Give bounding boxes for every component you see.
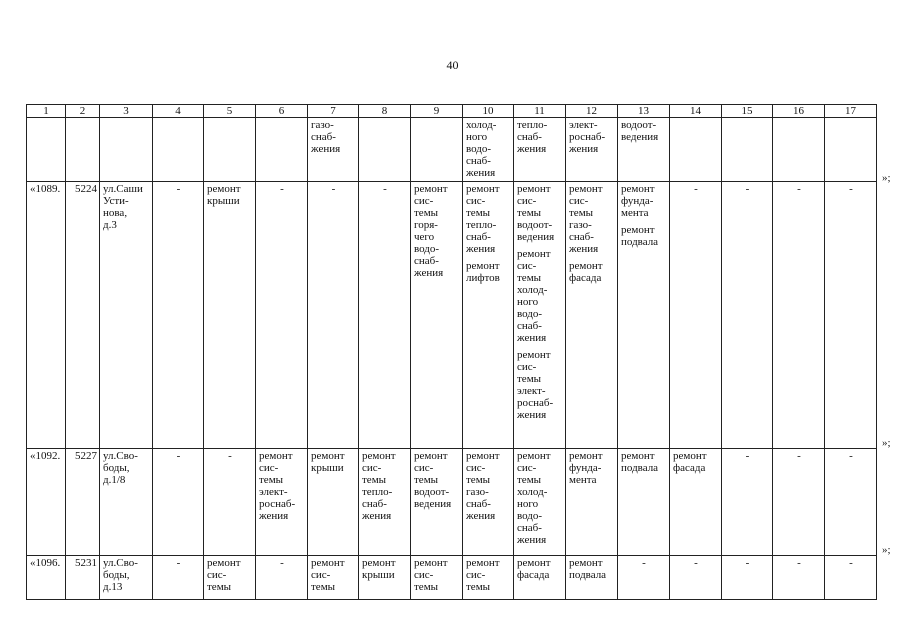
cell-text-line: ремонт [466, 557, 500, 569]
row-end-quote: »; [882, 172, 891, 184]
table-cell [256, 556, 308, 600]
empty-dash: - [745, 183, 750, 195]
cell-text-line: газо- [466, 486, 489, 498]
column-number-cell: 16 [773, 105, 825, 118]
cell-text-line: роснаб- [517, 397, 554, 409]
table-cell [153, 118, 204, 182]
empty-dash: - [797, 557, 801, 569]
cell-text-line: тепло- [362, 486, 393, 498]
table-cell [773, 182, 825, 449]
cell-text-line: ремонт [207, 183, 241, 195]
column-number-cell: 17 [825, 105, 877, 118]
cell-text-line: ведения [621, 131, 659, 143]
empty-dash: - [176, 450, 181, 462]
table-cell [773, 118, 825, 182]
cell-text-line: ремонт [414, 183, 448, 195]
cell-text-line: ремонт [621, 183, 655, 195]
table-cell [153, 449, 204, 556]
cell-text-line: жения [259, 510, 289, 522]
cell-text-line: элект- [517, 385, 546, 397]
table-cell [825, 182, 877, 449]
cell-text-line: сис- [311, 569, 331, 581]
table-cell [722, 182, 773, 449]
table-cell [100, 118, 153, 182]
cell-text-line: боды, [103, 462, 130, 474]
cell-text-line: элект- [569, 119, 598, 131]
column-number-cell: 13 [618, 105, 670, 118]
table-cell [618, 449, 670, 556]
cell-text-line: темы [414, 474, 439, 486]
cell-text-line: боды, [103, 569, 130, 581]
cell-text-line: сис- [414, 462, 434, 474]
table-cell [618, 556, 670, 600]
cell-text-line: 5227 [75, 450, 97, 462]
table-cell [66, 118, 100, 182]
empty-dash: - [849, 557, 853, 569]
cell-text-line: темы [466, 474, 491, 486]
cell-text-line: сис- [414, 195, 434, 207]
table-cell [411, 449, 463, 556]
column-number-cell: 9 [411, 105, 463, 118]
cell-text-line: «1096. [30, 557, 61, 569]
cell-text-line: темы [517, 272, 542, 284]
empty-dash: - [694, 183, 698, 195]
row-end-quote: »; [882, 544, 891, 556]
cell-text-line: газо- [311, 119, 334, 131]
repair-schedule-table [26, 104, 877, 600]
table-cell [27, 118, 66, 182]
empty-dash: - [745, 450, 750, 462]
cell-text-line: темы [207, 581, 232, 593]
row-end-quote: »; [882, 437, 891, 449]
cell-text-line: ремонт [414, 557, 448, 569]
cell-text-line: жения [517, 332, 547, 344]
cell-text-line: сис- [414, 569, 434, 581]
cell-text-line: жения [466, 510, 496, 522]
table-cell [618, 118, 670, 182]
table-cell [566, 182, 618, 449]
table-cell [463, 556, 514, 600]
cell-text-line: фасада [673, 462, 706, 474]
table-cell [359, 449, 411, 556]
column-number-cell: 7 [308, 105, 359, 118]
table-row [27, 118, 877, 182]
table-cell [670, 182, 722, 449]
cell-text-line: фасада [517, 569, 550, 581]
cell-text-line: темы [517, 373, 542, 385]
cell-text-line: ремонт [517, 557, 551, 569]
cell-text-line: роснаб- [569, 131, 606, 143]
column-number-cell: 15 [722, 105, 773, 118]
cell-text-line: сис- [517, 260, 537, 272]
empty-dash: - [280, 183, 284, 195]
cell-text-line: темы [414, 207, 439, 219]
column-number-cell: 5 [204, 105, 256, 118]
empty-dash: - [176, 183, 181, 195]
table-cell [514, 556, 566, 600]
cell-text-line: ного [517, 296, 539, 308]
table-cell [153, 556, 204, 600]
empty-dash: - [745, 557, 750, 569]
empty-dash: - [280, 557, 284, 569]
cell-text-line: жения [311, 143, 341, 155]
cell-text-line: ного [466, 131, 488, 143]
cell-text-line: ного [517, 498, 539, 510]
table-cell [773, 449, 825, 556]
table-cell [722, 449, 773, 556]
table-cell [359, 182, 411, 449]
table-cell [773, 556, 825, 600]
table-cell [566, 118, 618, 182]
cell-text-line: подвала [621, 236, 659, 248]
cell-text-line: Усти- [103, 195, 129, 207]
cell-text-line: «1092. [30, 450, 61, 462]
table-cell [722, 118, 773, 182]
table-cell [514, 449, 566, 556]
cell-text-line: сис- [466, 195, 486, 207]
cell-text-line: газо- [569, 219, 592, 231]
cell-text-line: ремонт [466, 183, 500, 195]
empty-dash: - [642, 557, 646, 569]
cell-text-line: холод- [466, 119, 497, 131]
cell-text-line: ремонт [466, 450, 500, 462]
cell-text-line: водо- [517, 510, 543, 522]
cell-text-line: жения [517, 409, 547, 421]
cell-text-line: жения [569, 143, 599, 155]
cell-text-line: темы [311, 581, 336, 593]
cell-text-line: сис- [569, 195, 589, 207]
cell-text-line: крыши [207, 195, 240, 207]
column-number-cell: 3 [100, 105, 153, 118]
column-number-cell: 14 [670, 105, 722, 118]
cell-text-line: д.1/8 [103, 474, 126, 486]
cell-text-line: д.13 [103, 581, 123, 593]
table-cell [27, 449, 66, 556]
cell-text-line: темы [259, 474, 284, 486]
cell-text-line: темы [517, 207, 542, 219]
table-cell [463, 449, 514, 556]
cell-text-line: снаб- [311, 131, 336, 143]
cell-text-line: роснаб- [259, 498, 296, 510]
table-cell [825, 118, 877, 182]
cell-text-line: жения [466, 167, 496, 179]
empty-dash: - [694, 557, 698, 569]
table-cell [825, 449, 877, 556]
cell-text-line: лифтов [466, 272, 500, 284]
cell-text-line: крыши [311, 462, 344, 474]
cell-text-line: мента [569, 474, 597, 486]
cell-text-line: сис- [362, 462, 382, 474]
cell-text-line: подвала [569, 569, 607, 581]
table-cell [153, 182, 204, 449]
cell-text-line: ремонт [569, 557, 603, 569]
column-number-cell: 11 [514, 105, 566, 118]
table-cell [204, 118, 256, 182]
cell-text-line: темы [414, 581, 439, 593]
cell-text-line: 5231 [75, 557, 97, 569]
table-cell [514, 118, 566, 182]
table-cell [359, 118, 411, 182]
cell-text-line: ремонт [517, 248, 551, 260]
table-cell [66, 182, 100, 449]
cell-text-line: темы [362, 474, 387, 486]
page-number: 40 [446, 58, 459, 72]
table-cell [566, 556, 618, 600]
cell-text-line: холод- [517, 486, 548, 498]
cell-text-line: темы [517, 474, 542, 486]
cell-text-line: нова, [103, 207, 128, 219]
table-cell [27, 182, 66, 449]
table-row [27, 449, 877, 556]
cell-text-line: сис- [207, 569, 227, 581]
empty-dash: - [331, 183, 336, 195]
cell-text-line: ремонт [569, 450, 603, 462]
table-cell [411, 118, 463, 182]
cell-text-line: снаб- [569, 231, 594, 243]
cell-text-line: снаб- [517, 320, 542, 332]
table-cell [308, 182, 359, 449]
cell-text-line: ремонт [311, 450, 345, 462]
table-cell [514, 182, 566, 449]
cell-text-line: ул.Сво- [103, 557, 138, 569]
empty-dash: - [228, 450, 232, 462]
cell-text-line: ремонт [517, 349, 551, 361]
cell-text-line: фунда- [569, 462, 602, 474]
cell-text-line: жения [569, 243, 599, 255]
cell-text-line: снаб- [466, 231, 491, 243]
table-cell [566, 449, 618, 556]
cell-text-line: ремонт [569, 183, 603, 195]
empty-dash: - [176, 557, 181, 569]
cell-text-line: фасада [569, 272, 602, 284]
column-number-cell: 6 [256, 105, 308, 118]
cell-text-line: водоот- [621, 119, 657, 131]
table-cell [722, 556, 773, 600]
cell-text-line: водо- [466, 143, 492, 155]
cell-text-line: ремонт [569, 260, 603, 272]
table-cell [256, 182, 308, 449]
cell-text-line: темы [466, 207, 491, 219]
cell-text-line: «1089. [30, 183, 61, 195]
table-cell [204, 182, 256, 449]
cell-text-line: 5224 [75, 183, 97, 195]
column-number-cell: 2 [66, 105, 100, 118]
cell-text-line: жения [517, 534, 547, 546]
cell-text-line: тепло- [466, 219, 497, 231]
empty-dash: - [849, 450, 853, 462]
cell-text-line: сис- [517, 462, 537, 474]
table-cell [411, 182, 463, 449]
cell-text-line: водоот- [517, 219, 553, 231]
cell-text-line: ремонт [621, 224, 655, 236]
cell-text-line: горя- [414, 219, 438, 231]
cell-text-line: сис- [517, 195, 537, 207]
cell-text-line: холод- [517, 284, 548, 296]
cell-text-line: чего [414, 231, 435, 243]
cell-text-line: сис- [466, 569, 486, 581]
cell-text-line: жения [414, 267, 444, 279]
empty-dash: - [797, 450, 801, 462]
cell-text-line: снаб- [362, 498, 387, 510]
table-cell [66, 449, 100, 556]
cell-text-line: мента [621, 207, 649, 219]
table-cell [100, 449, 153, 556]
table-row [27, 182, 877, 449]
empty-dash: - [849, 183, 853, 195]
table-cell [256, 118, 308, 182]
table-cell [359, 556, 411, 600]
cell-text-line: водоот- [414, 486, 450, 498]
table-cell [670, 556, 722, 600]
column-number-cell: 4 [153, 105, 204, 118]
cell-text-line: ремонт [621, 450, 655, 462]
cell-text-line: сис- [517, 361, 537, 373]
column-number-cell: 8 [359, 105, 411, 118]
column-number-cell: 1 [27, 105, 66, 118]
cell-text-line: фунда- [621, 195, 654, 207]
table-cell [308, 118, 359, 182]
cell-text-line: снаб- [517, 131, 542, 143]
cell-text-line: подвала [621, 462, 659, 474]
table-cell [66, 556, 100, 600]
cell-text-line: ремонт [259, 450, 293, 462]
table-cell [463, 182, 514, 449]
cell-text-line: темы [466, 581, 491, 593]
cell-text-line: д.3 [103, 219, 117, 231]
table-cell [411, 556, 463, 600]
cell-text-line: сис- [466, 462, 486, 474]
cell-text-line: снаб- [466, 155, 491, 167]
cell-text-line: водо- [414, 243, 440, 255]
empty-dash: - [797, 183, 801, 195]
table-cell [27, 556, 66, 600]
cell-text-line: ремонт [517, 450, 551, 462]
table-cell [308, 449, 359, 556]
empty-dash: - [383, 183, 387, 195]
table-cell [825, 556, 877, 600]
table-cell [256, 449, 308, 556]
table-cell [618, 182, 670, 449]
table-cell [308, 556, 359, 600]
cell-text-line: ул.Саши [103, 183, 143, 195]
cell-text-line: снаб- [517, 522, 542, 534]
cell-text-line: ремонт [673, 450, 707, 462]
cell-text-line: снаб- [414, 255, 439, 267]
column-number-row [27, 105, 877, 118]
cell-text-line: жения [517, 143, 547, 155]
column-number-cell: 12 [566, 105, 618, 118]
cell-text-line: ремонт [362, 557, 396, 569]
cell-text-line: темы [569, 207, 594, 219]
table-cell [670, 118, 722, 182]
cell-text-line: ремонт [207, 557, 241, 569]
cell-text-line: ведения [517, 231, 555, 243]
table-cell [204, 449, 256, 556]
cell-text-line: ремонт [517, 183, 551, 195]
table-cell [100, 182, 153, 449]
cell-text-line: ул.Сво- [103, 450, 138, 462]
cell-text-line: ведения [414, 498, 452, 510]
table-cell [463, 118, 514, 182]
cell-text-line: ремонт [414, 450, 448, 462]
cell-text-line: снаб- [466, 498, 491, 510]
table-cell [100, 556, 153, 600]
cell-text-line: жения [466, 243, 496, 255]
table-cell [204, 556, 256, 600]
cell-text-line: тепло- [517, 119, 548, 131]
cell-text-line: ремонт [362, 450, 396, 462]
table-row [27, 556, 877, 600]
cell-text-line: ремонт [466, 260, 500, 272]
cell-text-line: ремонт [311, 557, 345, 569]
column-number-cell: 10 [463, 105, 514, 118]
cell-text-line: сис- [259, 462, 279, 474]
cell-text-line: крыши [362, 569, 395, 581]
cell-text-line: элект- [259, 486, 288, 498]
cell-text-line: водо- [517, 308, 543, 320]
cell-text-line: жения [362, 510, 392, 522]
table-cell [670, 449, 722, 556]
